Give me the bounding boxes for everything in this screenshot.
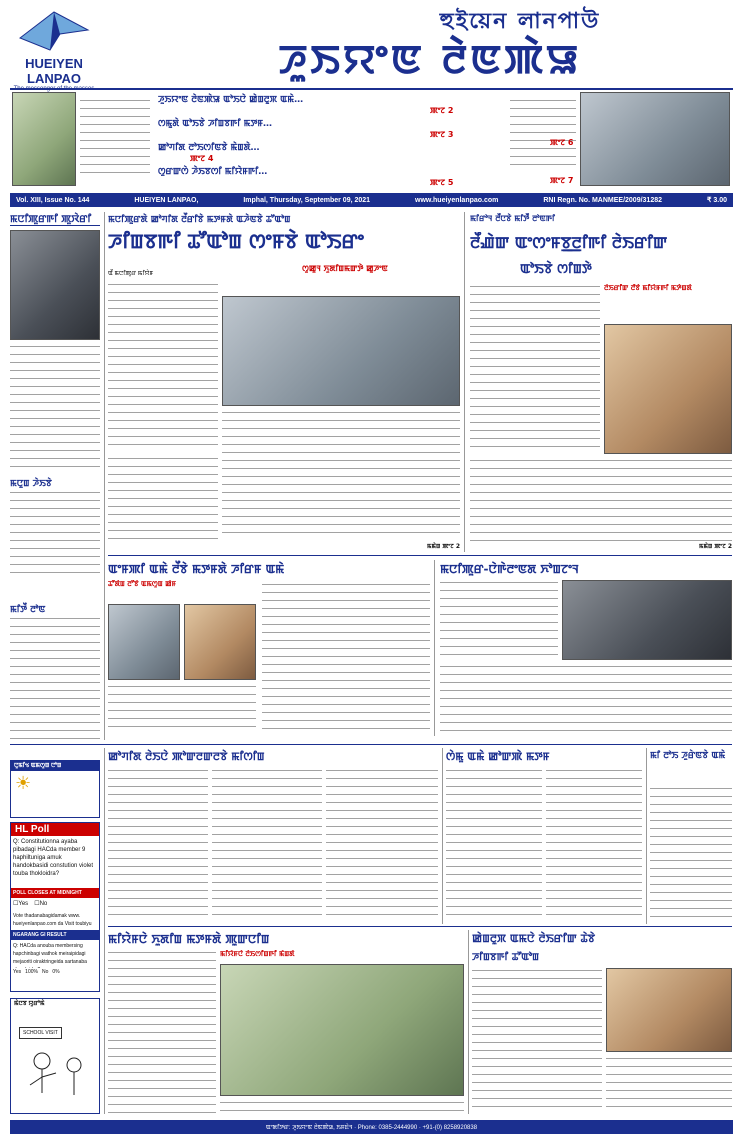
ribbon-photo-left — [12, 92, 76, 186]
mid-subhead-1: ꯊꯧꯗꯥꯡ ꯂꯧꯕꯥ ꯑꯃꯁꯨꯡ ꯀꯥꯝ — [108, 580, 177, 588]
ribbon-headline-1: ꯍꯨꯏꯌꯦꯟ ꯂꯥꯟꯄꯥꯎ ꯑꯣꯏꯅꯥ ꯀꯥꯡꯂꯨꯞ ꯑꯃꯥ… — [158, 95, 304, 104]
row3-text-3 — [326, 768, 438, 918]
weather-box — [10, 760, 100, 818]
checkbox-icon: ☐ — [13, 901, 19, 907]
ribbon-tag-6: ꯄꯦꯖ 7 — [550, 176, 574, 185]
row4-headline-2: ꯀꯥꯡꯂꯨꯞ ꯑꯃꯅꯥ ꯂꯥꯏꯔꯤꯛ ꯊꯥꯕꯥ — [472, 932, 596, 945]
lead-photo — [222, 296, 460, 406]
row4-text-2 — [220, 1100, 464, 1114]
right-headline: ꯂꯩꯉꯥꯛ ꯑꯦꯁꯦꯝꯕ꯭ꯂꯤꯒꯤ ꯂꯥꯏꯔꯤꯛ — [470, 233, 668, 252]
right-kicker: ꯃꯤꯔꯣꯜ ꯂꯩꯅꯕꯥ ꯃꯤꯇꯩ ꯂꯣꯟꯒꯤ — [470, 214, 555, 223]
column-divider-5 — [442, 748, 443, 924]
logo-tagline: The messenger of the masses — [13, 86, 95, 92]
ribbon-text-left — [80, 98, 150, 178]
ribbon-headline-3: ꯀꯣꯚꯤꯗ ꯂꯣꯏꯁꯤꯟꯕꯥ ꯃꯥꯡꯗꯥ… — [158, 143, 260, 152]
poll-no-option[interactable] — [34, 900, 47, 908]
mid-text-2 — [262, 582, 430, 732]
result-yes-pct: 100% — [25, 969, 38, 975]
footer-bar: ꯑꯦꯗꯤꯇꯔ: ꯍꯨꯏꯌꯦꯟ ꯂꯥꯟꯄꯥꯎ, ꯏꯝꯐꯥꯜ · Phone: 0385-2444990 · +91-(0) 8258920838 — [10, 1120, 733, 1134]
cartoon-label: SCHOOL VISIT — [19, 1027, 62, 1039]
row3-text-1 — [108, 768, 208, 918]
cartoon-title: ꯃꯥꯅꯕ ꯌꯨꯔꯣꯃꯥ — [14, 1001, 45, 1007]
ribbon-tag-1: ꯄꯦꯖ 2 — [430, 106, 454, 115]
left-col-photo — [10, 230, 100, 340]
lead-text-col-1 — [108, 282, 218, 452]
result-question: Q: HACda anouba membersing hapchinbagi wathok meiraipidagi mejaoriti oiraktringeida sartanaba — [13, 943, 87, 965]
lead-subhead: ꯁꯨꯀꯨꯜ ꯈꯨꯗꯤꯡꯃꯛꯇꯥ ꯀꯨꯍꯦꯟ — [302, 264, 388, 273]
sun-icon: ☀ — [15, 773, 32, 794]
mid-photo-2 — [184, 604, 256, 680]
row4-photo-2 — [606, 968, 732, 1052]
row3-headline-2: ꯁꯥꯃꯨ ꯑꯃꯥ ꯀꯣꯛꯄꯥ ꯃꯇꯝ — [446, 750, 550, 763]
poll-title: HL Poll — [11, 823, 99, 836]
row4-headline-1: ꯃꯤꯌꯥꯝꯅꯥ ꯈꯨꯗꯤꯡ ꯃꯇꯝꯗꯥ ꯄꯨꯛꯅꯤꯡ — [108, 932, 270, 946]
ribbon-tag-4: ꯄꯦꯖ 5 — [430, 178, 454, 187]
left-col-headline: ꯃꯅꯤꯄꯨꯔꯒꯤ ꯄꯨꯋꯥꯔꯤ — [10, 212, 100, 226]
bird-logo-icon — [10, 8, 98, 52]
mid-text-1 — [108, 684, 256, 732]
ribbon-photo-right — [580, 92, 730, 186]
row-divider-3 — [108, 926, 732, 927]
ribbon-tag-5: ꯄꯦꯖ 6 — [550, 138, 574, 147]
cartoon-drawing-icon — [12, 1047, 100, 1107]
result-yes-label: Yes — [13, 969, 22, 975]
right-subhead: ꯂꯥꯏꯔꯤꯛ ꯂꯩꯕꯥ ꯃꯤꯌꯥꯝꯒꯤ ꯃꯇꯥꯡꯗꯥ — [604, 284, 692, 292]
poll-no-label: No — [39, 901, 48, 907]
row3-headline-1: ꯀꯣꯚꯤꯗ ꯂꯥꯏꯅꯥ ꯄꯣꯛꯂꯛꯂꯕꯥ ꯃꯤꯁꯤꯡ — [108, 750, 265, 763]
column-divider-6 — [646, 748, 647, 924]
logo-name: HUEIYEN LANPAO — [25, 56, 83, 86]
mid-photo-3 — [562, 580, 732, 660]
row3-text-6 — [650, 786, 732, 918]
lead-text-col-2 — [222, 410, 460, 540]
left-col-text-1 — [10, 344, 100, 470]
rni-number: RNI Regn. No. MANMEE/2009/31282 — [543, 196, 662, 204]
masthead-logo — [10, 8, 98, 92]
poll-question: Q: Constitutionna ayaba pibadagi HACda member 9 haphiltuniga amuk handokbasidi constution violet touba thokloidra? — [13, 839, 94, 877]
price: ₹ 3.00 — [706, 197, 727, 204]
mid-headline-2: ꯃꯅꯤꯄꯨꯔ-ꯅꯥꯒꯥꯂꯦꯟꯗ ꯈꯣꯡꯖꯦꯜ — [440, 562, 579, 576]
left-col-headline-2: ꯃꯅꯨꯡ ꯍꯥꯏꯕꯥ — [10, 479, 52, 488]
issue-info-bar — [10, 193, 733, 207]
column-divider-3 — [434, 560, 435, 736]
website[interactable]: www.hueiyenlanpao.com — [415, 196, 499, 204]
lead-kicker: ꯃꯅꯤꯄꯨꯔꯗꯥ ꯀꯣꯚꯤꯗ ꯂꯩꯔꯤꯕꯥ ꯃꯇꯝꯗꯥ ꯑꯍꯥꯟꯕꯥ ꯊꯧꯑꯣꯡ — [108, 215, 291, 224]
top-ribbon — [10, 88, 733, 188]
ribbon-tag-2: ꯄꯦꯖ 3 — [430, 130, 454, 139]
mid-headline-1: ꯑꯦꯝꯄꯤ ꯑꯃꯥ ꯂꯩꯕꯥ ꯃꯇꯝꯗꯥ ꯍꯤꯔꯝ ꯑꯃꯥ — [108, 562, 285, 576]
row4-text-1 — [108, 950, 216, 1114]
mid-text-4 — [440, 664, 732, 732]
poll-box — [10, 822, 100, 992]
result-title: NGARANG GI RESULT — [11, 930, 99, 940]
ribbon-text-right — [510, 98, 576, 168]
left-col-headline-3: ꯃꯤꯇꯩ ꯂꯣꯟ — [10, 605, 46, 614]
poll-yes-option[interactable] — [13, 900, 28, 908]
right-text-col-2 — [470, 458, 732, 542]
row3-text-4 — [446, 768, 542, 918]
ribbon-tag-3: ꯄꯦꯖ 4 — [190, 154, 214, 163]
ribbon-headline-4: ꯁꯨꯔꯛꯁꯥ ꯍꯥꯏꯕꯁꯤ ꯃꯤꯌꯥꯝꯒꯤ… — [158, 167, 268, 176]
row-divider-1 — [108, 555, 732, 556]
checkbox-icon: ☐ — [34, 901, 40, 907]
left-col-text-2 — [10, 490, 100, 580]
row4-text-4 — [606, 1056, 732, 1114]
column-divider-7 — [468, 930, 469, 1114]
row3-text-2 — [212, 768, 322, 918]
lead-byline: ꯑꯩ ꯃꯅꯤꯄꯨꯔ ꯃꯤꯌꯥꯝ — [108, 271, 154, 277]
issue-date: Imphal, Thursday, September 09, 2021 — [243, 196, 371, 204]
right-headline-2: ꯑꯣꯏꯕꯥ ꯁꯤꯡꯇꯥ — [520, 262, 592, 277]
lead-text-col-3 — [108, 456, 218, 540]
row4-headline-2b: ꯍꯤꯡꯕꯒꯤ ꯊꯧꯑꯣꯡ — [472, 952, 540, 963]
right-continued[interactable]: ꯃꯃꯥꯡ ꯄꯦꯖ 2 — [699, 543, 732, 550]
ribbon-headline-2: ꯁꯃꯨꯗꯥ ꯑꯣꯏꯕꯥ ꯍꯤꯡꯕꯒꯤ ꯃꯇꯝ… — [158, 119, 272, 128]
weather-title: ꯅꯨꯃꯤꯠ ꯑꯃꯁꯨꯡ ꯅꯣꯡ — [11, 761, 99, 771]
column-divider-2 — [464, 212, 465, 552]
masthead-title-meitei: ꯍꯨꯏꯌꯦꯟ ꯂꯥꯟꯄꯥꯎ — [278, 36, 582, 83]
mid-text-3 — [440, 580, 558, 660]
row-divider-2 — [10, 744, 732, 745]
column-divider-4 — [104, 748, 105, 1114]
row4-photo-1 — [220, 964, 464, 1096]
lead-continued[interactable]: ꯃꯃꯥꯡ ꯄꯦꯖ 2 — [427, 543, 460, 550]
right-text-col-1 — [470, 284, 600, 454]
poll-closes: POLL CLOSES AT MIDNIGHT — [11, 888, 99, 898]
poll-yes-label: Yes — [18, 901, 29, 907]
row3-text-5 — [546, 768, 642, 918]
row4-subhead-1: ꯃꯤꯌꯥꯝꯅꯥ ꯂꯥꯏꯁꯤꯡꯒꯤ ꯃꯥꯡꯗꯥ — [220, 950, 295, 958]
column-divider-1 — [104, 212, 105, 740]
mid-photo-1 — [108, 604, 180, 680]
row4-text-3 — [472, 968, 602, 1114]
masthead-title-bengali: হুইয়েন লানপাউ — [439, 9, 601, 34]
poll-vote-text: Vote thadanabagidamak www. hueiyenlanpao.com da Visit toubiyu — [13, 913, 92, 927]
paper-name: HUEIYEN LANPAO, — [134, 196, 199, 204]
issue-number: Vol. XIII, Issue No. 144 — [16, 196, 90, 204]
lead-headline: ꯍꯤꯡꯕꯒꯤ ꯊꯧꯑꯣꯡ ꯁꯦꯝꯕꯥ ꯑꯣꯏꯔꯦ — [108, 229, 364, 253]
result-no-pct: 0% — [52, 969, 60, 975]
result-no-label: No — [41, 969, 49, 975]
row3-headline-3: ꯃꯤ ꯂꯣꯏ ꯍꯨꯔꯥꯟꯕꯥ ꯑꯃꯥ — [650, 751, 726, 761]
left-col-text-3 — [10, 616, 100, 740]
right-photo — [604, 324, 732, 454]
cartoon-box — [10, 998, 100, 1114]
